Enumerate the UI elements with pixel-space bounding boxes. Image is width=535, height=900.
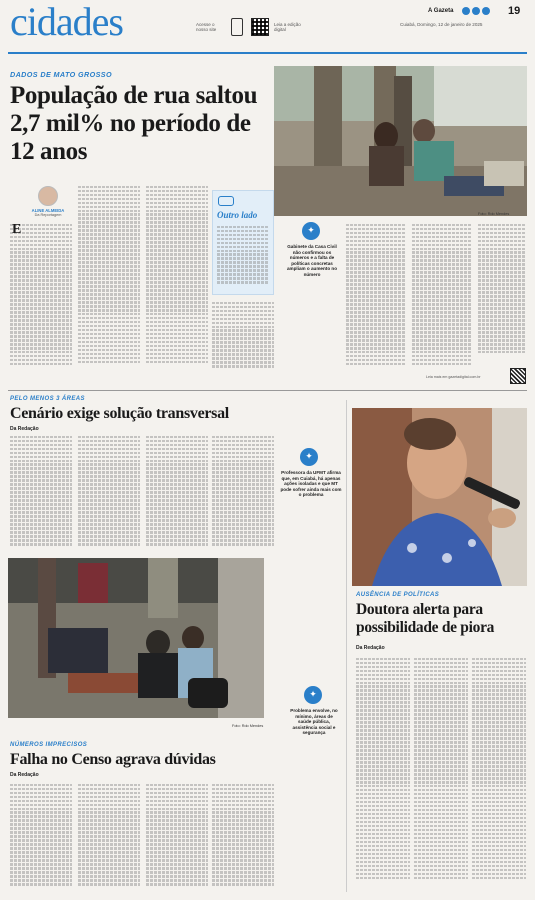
story1-col2	[78, 184, 140, 376]
other-side-label: Outro lado	[217, 210, 258, 220]
story1-kicker: DADOS DE MATO GROSSO	[10, 70, 112, 79]
chat-icon: ✦	[300, 448, 318, 466]
story1-side-note: Gabinete da Casa Civil não confirmou os números e a falta de políticas concretas ampliam o aumento no número	[286, 244, 338, 277]
story1-col1	[10, 222, 72, 376]
street-people-photo	[8, 558, 264, 718]
instagram-icon	[462, 7, 470, 15]
author-name: ALINE ALMEIDA	[31, 208, 65, 213]
story4-col4	[212, 782, 274, 892]
story2-photo-credit: Foto: Rdo Mendes	[232, 724, 264, 728]
author-role: Da Reportagem	[34, 213, 62, 217]
story1-photo	[274, 66, 527, 216]
story4-col3	[146, 782, 208, 892]
story1-col3	[146, 184, 208, 376]
social-icons	[462, 7, 490, 15]
promo-digital: Leia a edição digital	[274, 22, 301, 32]
chat-icon: ✦	[304, 686, 322, 704]
professor-photo	[352, 408, 527, 586]
qr-code-icon	[510, 368, 526, 384]
drop-cap: E	[12, 222, 22, 237]
people-icon	[218, 196, 234, 206]
masthead	[0, 0, 535, 56]
story4-headline: Falha no Censo agrava dúvidas	[10, 751, 216, 768]
qr-caption: Leia mais em gazetadigital.com.br	[426, 375, 481, 379]
story3-kicker: AUSÊNCIA DE POLÍTICAS	[356, 592, 440, 598]
facebook-icon	[472, 7, 480, 15]
story3-photo	[352, 408, 527, 586]
story3-side-note: Problema envolve, no mínimo, áreas de saúde pública, assistência social e segurança	[290, 708, 338, 736]
other-side-text	[217, 224, 269, 290]
date-line: Cuiabá, Domingo, 12 de janeiro de 2025	[400, 22, 483, 27]
homeless-people-photo	[274, 66, 527, 216]
paper-name: A Gazeta	[428, 8, 454, 14]
story2-col2	[78, 434, 140, 552]
story1-col7	[478, 222, 526, 362]
story1-col6	[412, 222, 472, 372]
qr-code-icon	[251, 18, 269, 36]
story2-side-note: Professora da UFMT afirma que, em Cuiabá, há apenas ações isoladas e que MT pode sofrer ainda mais com o problema	[280, 470, 342, 498]
story3-col3	[472, 656, 526, 892]
story2-col1	[10, 434, 72, 552]
story3-headline: Doutora alerta para possibilidade de piora	[356, 601, 495, 636]
story4-col1	[10, 782, 72, 892]
story2-col4	[212, 434, 274, 552]
story4-kicker: NÚMEROS IMPRECISOS	[10, 742, 88, 748]
chat-icon: ✦	[302, 222, 320, 240]
story3-byline: Da Redação	[356, 645, 385, 651]
x-icon	[482, 7, 490, 15]
author-avatar	[38, 186, 58, 206]
story3-col1	[356, 656, 410, 892]
phone-icon	[231, 18, 243, 36]
story1-photo-credit: Foto: Rdo Mendes	[478, 212, 510, 216]
story2-photo	[8, 558, 264, 718]
story2-byline: Da Redação	[10, 426, 39, 432]
story1-col5	[346, 222, 406, 372]
story2-headline: Cenário exige solução transversal	[10, 405, 229, 422]
section-title: cidades	[10, 0, 123, 44]
story1-headline: População de rua saltou 2,7 mil% no período de 12 anos	[10, 82, 258, 165]
story1-col4	[212, 300, 274, 376]
story4-col2	[78, 782, 140, 892]
story2-kicker: PELO MENOS 3 ÁREAS	[10, 396, 85, 402]
page-number: 19	[508, 5, 521, 17]
story3-col2	[414, 656, 468, 892]
promo-site: Acesse o nosso site	[196, 22, 217, 32]
story4-byline: Da Redação	[10, 772, 39, 778]
story2-col3	[146, 434, 208, 552]
